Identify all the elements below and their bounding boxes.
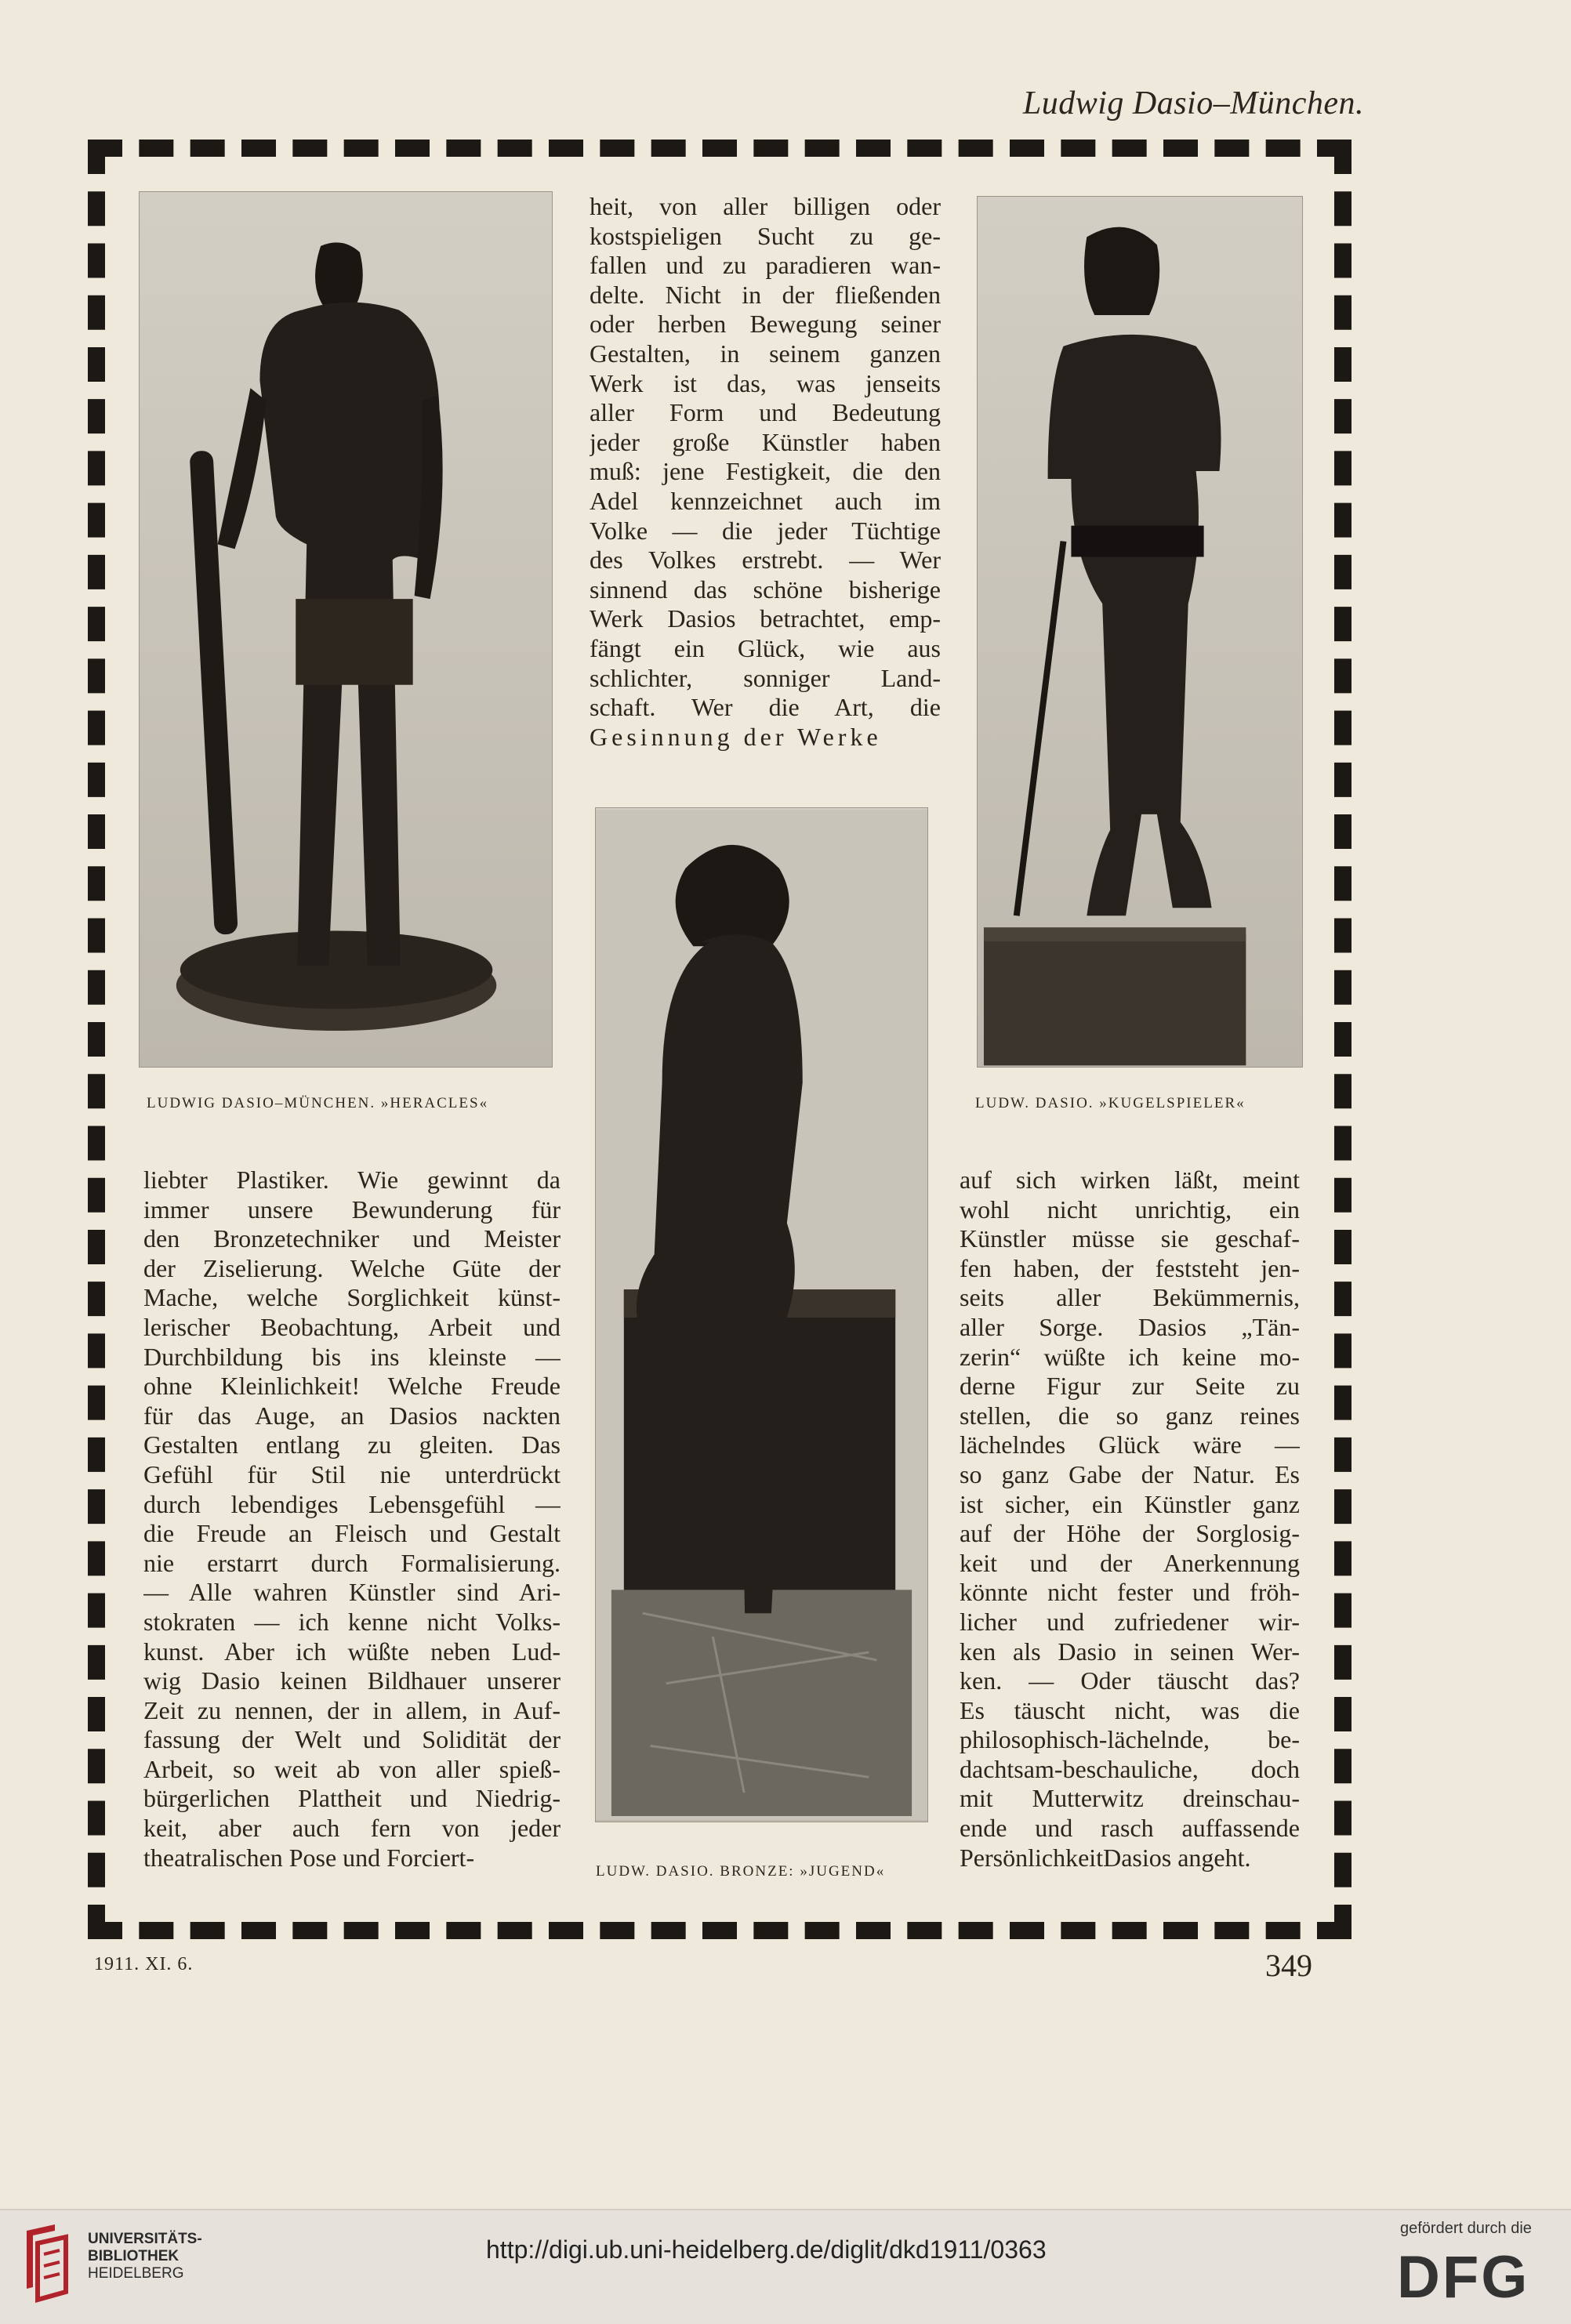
text-line: lächelndes Glück wäre — xyxy=(960,1430,1300,1459)
library-line: UNIVERSITÄTS- xyxy=(88,2231,202,2247)
text-line: für das Auge, an Dasios nackten xyxy=(143,1401,561,1430)
text-line: schlichter, sonniger Land- xyxy=(590,663,941,692)
text-line: die Freude an Fleisch und Gestalt xyxy=(143,1519,561,1548)
text-line: keit und der Anerkennung xyxy=(960,1548,1300,1577)
text-line: Adel kennzeichnet auch im xyxy=(590,486,941,515)
text-line: ken als Dasio in seinen Wer- xyxy=(960,1637,1300,1666)
text-line: wig Dasio keinen Bildhauer unserer xyxy=(143,1666,561,1695)
text-line: licher und zufriedener wir- xyxy=(960,1607,1300,1636)
permalink-url[interactable]: http://digi.ub.uni-heidelberg.de/diglit/dkd1911/0363 xyxy=(486,2235,1047,2264)
text-line: seits aller Bekümmernis, xyxy=(960,1283,1300,1312)
text-line: aller Form und Bedeutung xyxy=(590,398,941,427)
text-line: oder herben Bewegung seiner xyxy=(590,310,941,339)
text-line: auf der Höhe der Sorglosig- xyxy=(960,1519,1300,1548)
text-column-top-center xyxy=(590,192,941,752)
page-number: 349 xyxy=(1265,1948,1312,1983)
text-line: ende und rasch auffassende xyxy=(960,1814,1300,1843)
viewer-footer-bar xyxy=(0,2209,1571,2324)
text-line: Es täuscht nicht, was die xyxy=(960,1695,1300,1724)
text-line: könnte nicht fester und fröh- xyxy=(960,1578,1300,1607)
jugend-statue-drawing xyxy=(596,808,927,1822)
text-line: nie erstarrt durch Formalisierung. xyxy=(143,1548,561,1577)
text-line: aller Sorge. Dasios „Tän- xyxy=(960,1312,1300,1341)
figure-jugend-image xyxy=(595,807,928,1822)
heracles-statue-drawing xyxy=(140,192,552,1067)
text-line: den Bronzetechniker und Meister xyxy=(143,1224,561,1253)
text-line: derne Figur zur Seite zu xyxy=(960,1372,1300,1401)
text-line: muß: jene Festigkeit, die den xyxy=(590,457,941,486)
text-line: wohl nicht unrichtig, ein xyxy=(960,1195,1300,1224)
figure-heracles-image xyxy=(139,191,553,1068)
text-line: kunst. Aber ich wüßte neben Lud- xyxy=(143,1637,561,1666)
text-line: theatralischen Pose und Forciert- xyxy=(143,1843,475,1872)
text-line: Werk ist das, was jenseits xyxy=(590,368,941,397)
text-line: stokraten — ich kenne nicht Volks- xyxy=(143,1607,561,1636)
library-line: BIBLIOTHEK xyxy=(88,2248,180,2264)
text-line: PersönlichkeitDasios angeht. xyxy=(960,1843,1251,1872)
text-line: mit Mutterwitz dreinschau- xyxy=(960,1784,1300,1813)
text-line: stellen, die so ganz reines xyxy=(960,1401,1300,1430)
text-line: sinnend das schöne bisherige xyxy=(590,575,941,604)
figure-caption-jugend: LUDW. DASIO. BRONZE: »JUGEND« xyxy=(596,1863,886,1880)
text-line: keit, aber auch fern von jeder xyxy=(143,1814,561,1843)
text-column-bottom-right xyxy=(960,1166,1300,1873)
text-line: fen haben, der feststeht jen- xyxy=(960,1253,1300,1282)
text-line: liebter Plastiker. Wie gewinnt da xyxy=(143,1166,561,1194)
text-line: Gestalten, in seinem ganzen xyxy=(590,339,941,368)
text-line: Arbeit, so weit ab von aller spieß- xyxy=(143,1754,561,1783)
text-line: ohne Kleinlichkeit! Welche Freude xyxy=(143,1372,561,1401)
text-line: jeder große Künstler haben xyxy=(590,427,941,456)
text-line: Gestalten entlang zu gleiten. Das xyxy=(143,1430,561,1459)
library-line: HEIDELBERG xyxy=(88,2265,184,2282)
figure-caption-heracles: LUDWIG DASIO–MÜNCHEN. »HERACLES« xyxy=(147,1095,489,1111)
text-line: dachtsam-beschauliche, doch xyxy=(960,1754,1300,1783)
text-line: auf sich wirken läßt, meint xyxy=(960,1166,1300,1194)
figure-kugelspieler-image xyxy=(977,196,1303,1068)
text-line: heit, von aller billigen oder xyxy=(590,192,941,220)
text-line: Durchbildung bis ins kleinste — xyxy=(143,1342,561,1371)
text-line: — Alle wahren Künstler sind Ari- xyxy=(143,1578,561,1607)
running-title: Ludwig Dasio–München. xyxy=(1022,85,1364,121)
text-line: fängt ein Glück, wie aus xyxy=(590,633,941,662)
text-line: lerischer Beobachtung, Arbeit und xyxy=(143,1312,561,1341)
text-line: ken. — Oder täuscht das? xyxy=(960,1666,1300,1695)
kugelspieler-statue-drawing xyxy=(978,197,1302,1067)
text-line: zerin“ wüßte ich keine mo- xyxy=(960,1342,1300,1371)
text-line: so ganz Gabe der Natur. Es xyxy=(960,1459,1300,1488)
figure-caption-kugelspieler: LUDW. DASIO. »KUGELSPIELER« xyxy=(975,1095,1246,1111)
text-line: schaft. Wer die Art, die xyxy=(590,693,941,722)
text-line: delte. Nicht in der fließenden xyxy=(590,280,941,309)
text-line: durch lebendiges Lebensgefühl — xyxy=(143,1489,561,1518)
text-line: der Ziselierung. Welche Güte der xyxy=(143,1253,561,1282)
library-name xyxy=(88,2231,202,2282)
text-line: Zeit zu nennen, der in allem, in Auf- xyxy=(143,1695,561,1724)
text-line: des Volkes erstrebt. — Wer xyxy=(590,546,941,575)
text-line: fassung der Welt und Solidität der xyxy=(143,1725,561,1754)
text-line: Mache, welche Sorglichkeit künst- xyxy=(143,1283,561,1312)
text-line: ist sicher, ein Künstler ganz xyxy=(960,1489,1300,1518)
dfg-logo[interactable]: DFG xyxy=(1397,2244,1530,2311)
funding-note: gefördert durch die xyxy=(1400,2220,1532,2237)
text-line: fallen und zu paradieren wan- xyxy=(590,251,941,280)
text-column-bottom-left xyxy=(143,1166,561,1873)
text-line: Werk Dasios betrachtet, emp- xyxy=(590,604,941,633)
issue-date: 1911. XI. 6. xyxy=(94,1954,194,1974)
text-line: Volke — die jeder Tüchtige xyxy=(590,516,941,545)
text-line: Künstler müsse sie geschaf- xyxy=(960,1224,1300,1253)
university-library-logo-icon[interactable] xyxy=(22,2223,72,2303)
text-line: Gesinnung der Werke xyxy=(590,722,882,751)
text-line: kostspieligen Sucht zu ge- xyxy=(590,221,941,250)
text-line: philosophisch-lächelnde, be- xyxy=(960,1725,1300,1754)
text-line: Gefühl für Stil nie unterdrückt xyxy=(143,1459,561,1488)
text-line: immer unsere Bewunderung für xyxy=(143,1195,561,1224)
text-line: bürgerlichen Plattheit und Niedrig- xyxy=(143,1784,561,1813)
